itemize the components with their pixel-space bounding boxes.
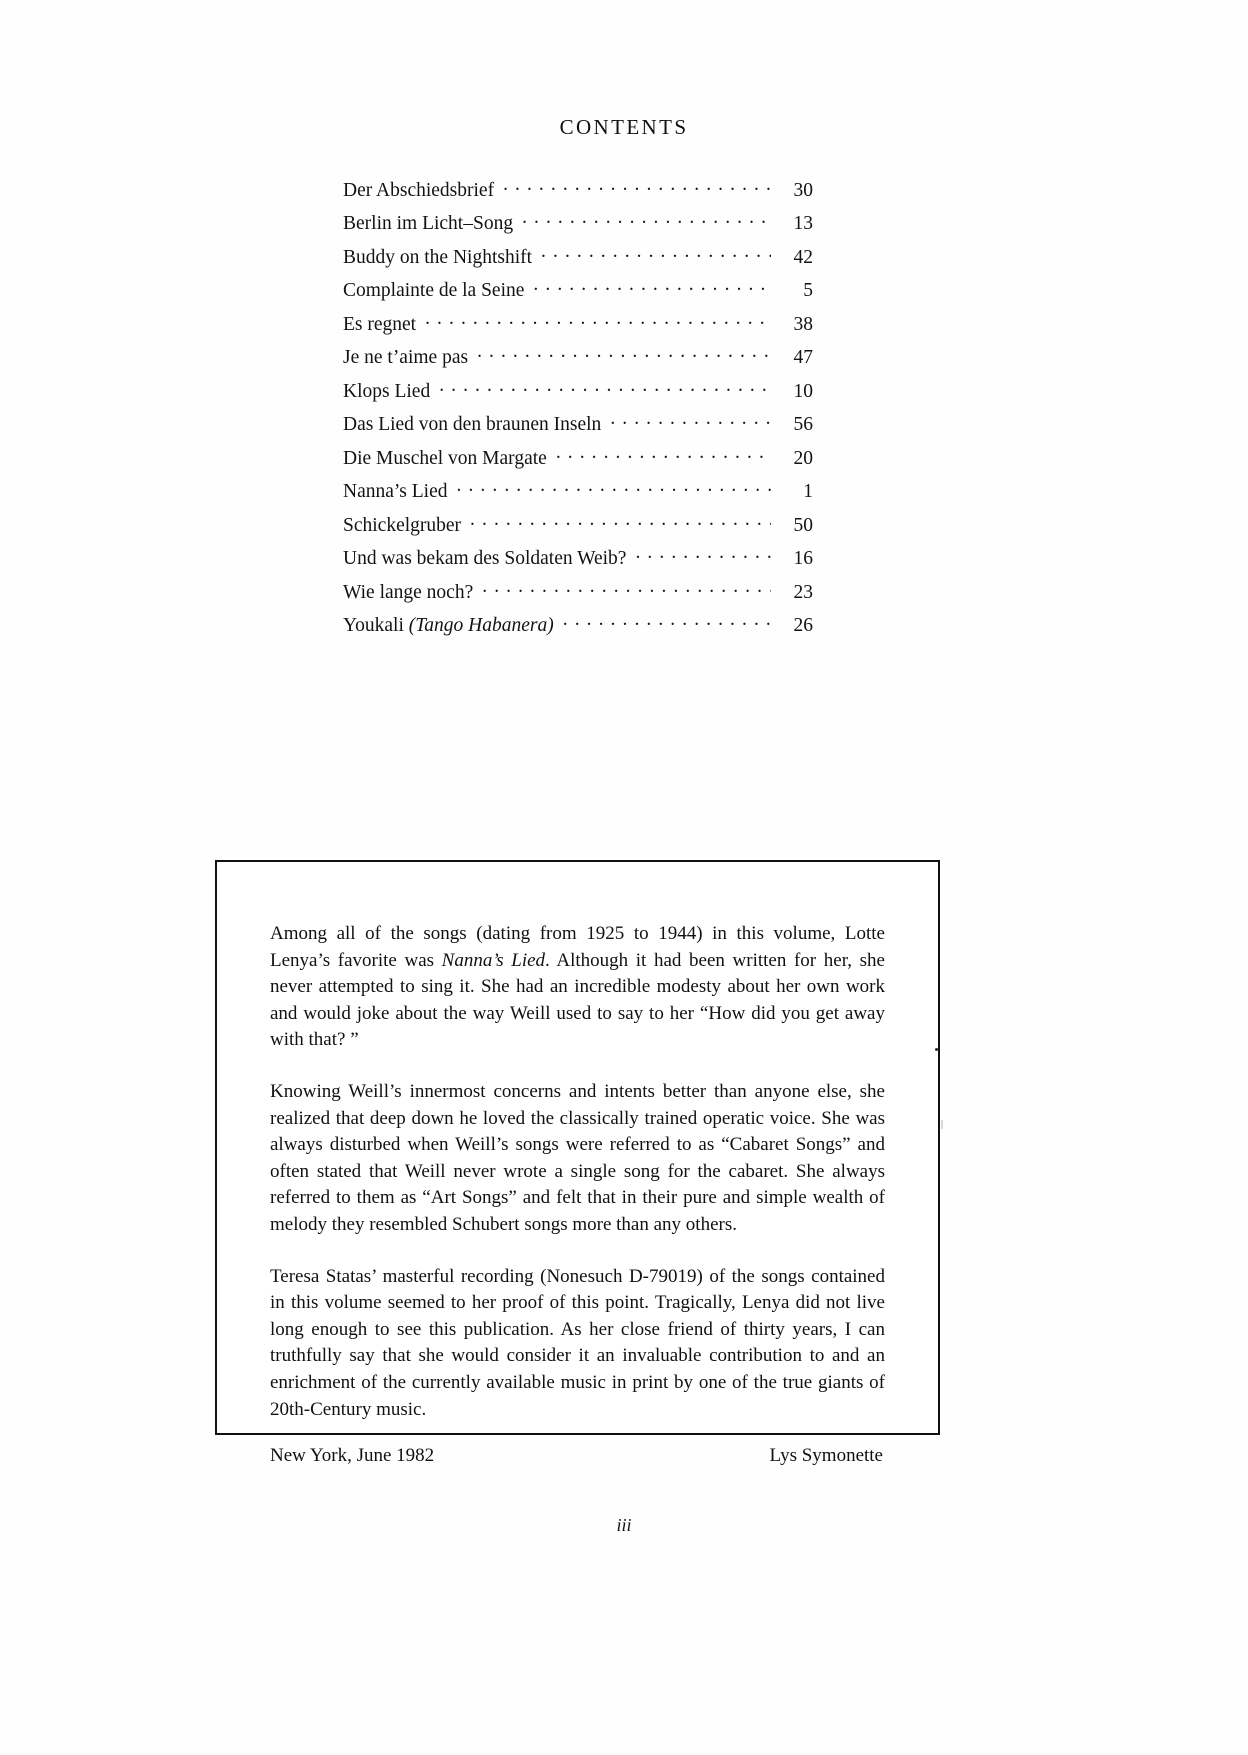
toc-entry-title: Das Lied von den braunen Inseln: [343, 414, 602, 435]
toc-entry-page: 23: [793, 581, 813, 603]
toc-entry-title: Je ne t’aime pas: [343, 347, 469, 368]
preface-paragraph-2: Knowing Weill’s innermost concerns and intents better than anyone else, she realized that deep down he loved the classically trained operatic voice. She was always disturbed when Weill’s songs were referred to as “Cabaret Songs” and often stated that Weill never wrote a single song for the cabaret. She always referred to them as “Art Songs” and felt that in their pure and simple wealth of melody they resembled Schubert songs more than any others.: [270, 1080, 885, 1235]
signature-name: Lys Symonette: [769, 1445, 883, 1467]
toc-entry-title: Die Muschel von Margate: [343, 447, 547, 469]
toc-entry-title: Wie lange noch?: [343, 581, 474, 603]
toc-dot-leader: [541, 243, 771, 263]
toc-dot-leader: [457, 478, 771, 498]
toc-dot-leader: [563, 612, 771, 632]
ink-speck: [935, 1048, 938, 1051]
toc-dot-leader: [503, 176, 771, 196]
toc-entry-page: 30: [793, 179, 813, 201]
toc-entry[interactable]: [343, 344, 813, 378]
toc-dot-leader: [425, 310, 771, 330]
signature-line: [270, 1445, 885, 1467]
toc-dot-leader: [477, 344, 771, 364]
toc-entry[interactable]: [343, 578, 813, 612]
preface-text: [270, 921, 885, 1467]
toc-entry-title: Und was bekam des Soldaten Weib?: [343, 548, 627, 569]
preface-box: [215, 860, 940, 1467]
table-of-contents: [343, 176, 813, 645]
toc-dot-leader: [439, 377, 771, 397]
toc-dot-leader: [470, 511, 771, 531]
toc-entry-title: Youkali (Tango Habanera): [343, 615, 554, 636]
toc-entry[interactable]: [343, 511, 813, 545]
toc-entry-page: 20: [793, 447, 813, 469]
toc-entry-page: 26: [793, 615, 813, 636]
toc-entry-page: 50: [793, 514, 813, 536]
toc-entry-title: Complainte de la Seine: [343, 280, 525, 301]
toc-entry[interactable]: [343, 545, 813, 579]
toc-entry[interactable]: [343, 277, 813, 311]
toc-entry[interactable]: [343, 176, 813, 210]
toc-entry[interactable]: [343, 612, 813, 646]
toc-entry[interactable]: [343, 377, 813, 411]
toc-entry-title: Schickelgruber: [343, 514, 462, 536]
toc-entry-title: Nanna’s Lied: [343, 481, 448, 502]
preface-p1-part-b: . Although it had been written for her, she never attempted to sing it. She had an incredible modesty about her own work and would joke about the way Weill used to say to her “How did you get away with that? ”: [270, 949, 885, 1051]
toc-dot-leader: [556, 444, 771, 464]
preface-p1-part-a: Among all of the songs (dating from 1925 to 1944) in this volume, Lotte Lenya’s favorite was: [270, 923, 885, 971]
toc-entry[interactable]: [343, 411, 813, 445]
preface-p1-italic-title: Nanna’s Lied: [441, 949, 546, 971]
toc-entry-page: 13: [793, 213, 813, 234]
toc-entry-title: Es regnet: [343, 313, 417, 335]
toc-dot-leader: [522, 210, 771, 230]
toc-dot-leader: [610, 411, 771, 431]
toc-entry-page: 38: [793, 313, 813, 335]
toc-entry[interactable]: [343, 444, 813, 478]
toc-entry-title: Klops Lied: [343, 380, 431, 402]
toc-entry[interactable]: [343, 310, 813, 344]
page-title: CONTENTS: [559, 115, 689, 139]
toc-entry[interactable]: [343, 478, 813, 512]
toc-entry[interactable]: [343, 210, 813, 244]
preface-paragraph-3: Teresa Statas’ masterful recording (Nonesuch D-79019) of the songs contained in this volume seemed to her proof of this point. Tragically, Lenya did not live long enough to see this publication. As her close friend of thirty years, I can truthfully say that she would consider it an invaluable contribution to and an enrichment of the currently available music in print by one of the true giants of 20th-Century music.: [270, 1265, 885, 1420]
toc-entry[interactable]: [343, 243, 813, 277]
preface-paragraph-1: [270, 921, 885, 1054]
toc-entry-page: 16: [793, 548, 813, 569]
toc-entry-page: 47: [793, 347, 813, 368]
toc-dot-leader: [533, 277, 771, 297]
toc-dot-leader: [482, 578, 771, 598]
page-number-folio: iii: [616, 1515, 632, 1535]
toc-entry-page: 5: [803, 280, 813, 301]
toc-entry-page: 1: [803, 481, 813, 502]
toc-entry-page: 56: [793, 414, 813, 435]
ink-speck-secondary: [941, 1120, 943, 1129]
toc-entry-page: 10: [793, 380, 813, 402]
toc-entry-page: 42: [793, 246, 813, 268]
toc-entry-title: Der Abschiedsbrief: [343, 179, 495, 201]
toc-entry-title: Buddy on the Nightshift: [343, 246, 533, 268]
toc-entry-title-italic: (Tango Habanera): [408, 615, 554, 636]
signature-place-date: New York, June 1982: [270, 1445, 435, 1467]
toc-entry-title: Berlin im Licht–Song: [343, 213, 514, 234]
toc-dot-leader: [635, 545, 771, 565]
